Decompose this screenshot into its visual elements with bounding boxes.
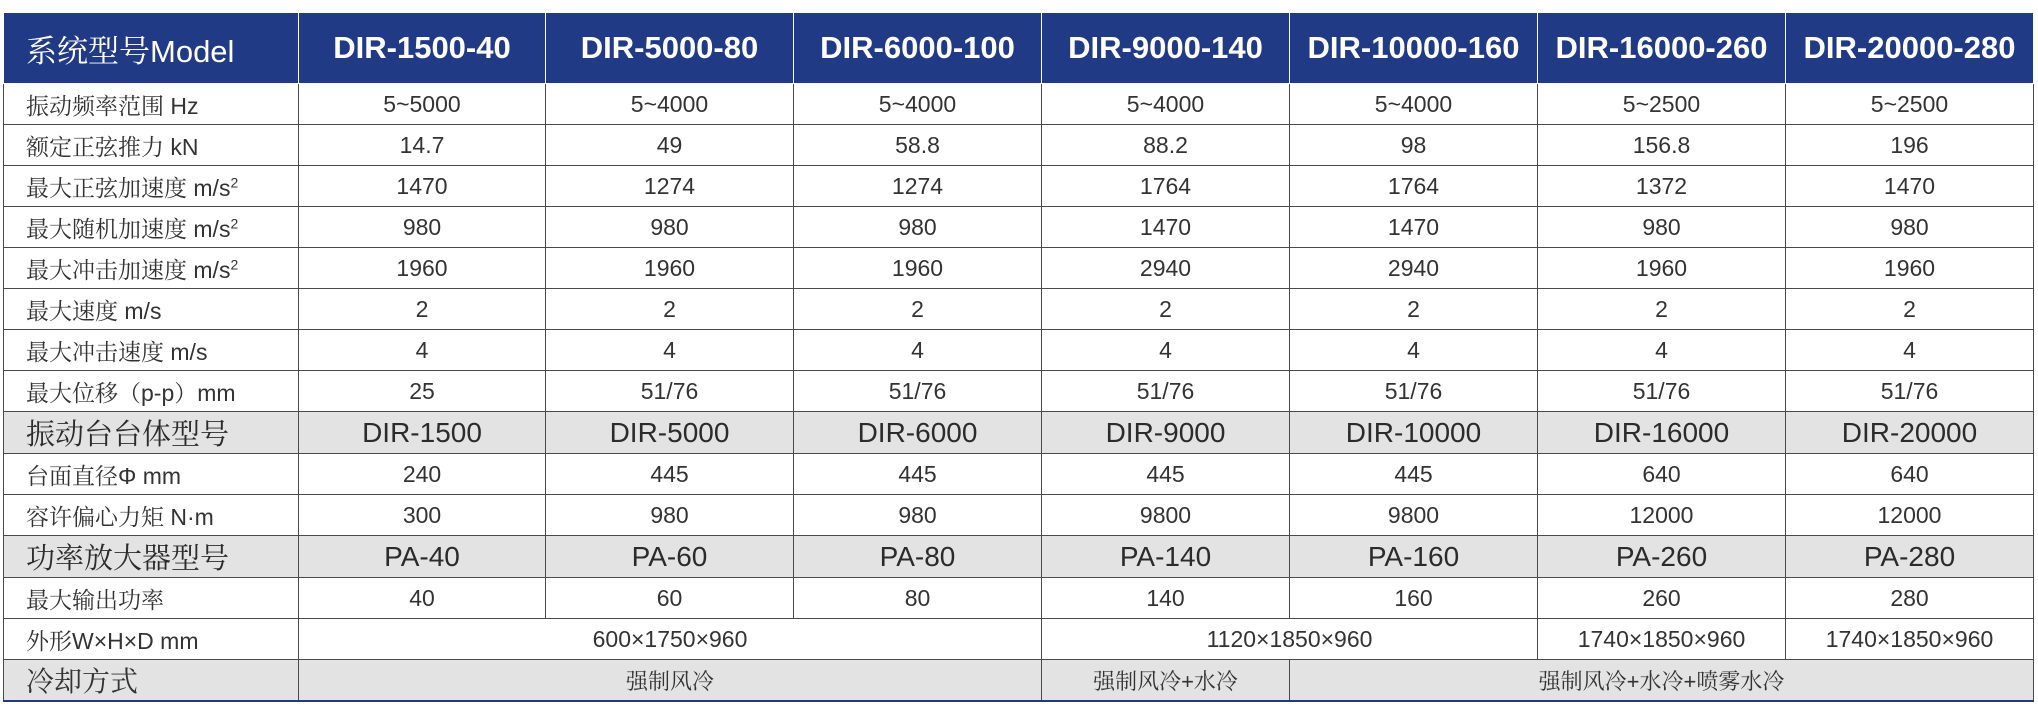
row-shaker-model xyxy=(4,412,2034,454)
row-label xyxy=(4,207,299,248)
cell: PA-60 xyxy=(546,536,794,578)
model-header: DIR-10000-160 xyxy=(1290,13,1538,84)
cell: 5~4000 xyxy=(1290,84,1538,125)
cell: 1470 xyxy=(299,166,546,207)
cell: DIR-20000 xyxy=(1786,412,2034,454)
row-label: 最大位移（p-p）mm xyxy=(4,371,299,412)
cell: 80 xyxy=(794,578,1042,619)
cell: 1470 xyxy=(1290,207,1538,248)
row-label-text: 最大正弦加速度 m/s xyxy=(26,174,231,201)
cell: 1740×1850×960 xyxy=(1538,619,1786,660)
superscript: 2 xyxy=(230,255,239,272)
cell: 640 xyxy=(1786,454,2034,495)
superscript: 2 xyxy=(230,173,239,190)
cell: 280 xyxy=(1786,578,2034,619)
cell: PA-160 xyxy=(1290,536,1538,578)
cell: DIR-10000 xyxy=(1290,412,1538,454)
cell: 1764 xyxy=(1290,166,1538,207)
row-rated-force xyxy=(4,125,2034,166)
cell: 980 xyxy=(794,495,1042,536)
cell: 25 xyxy=(299,371,546,412)
cell: 1764 xyxy=(1042,166,1290,207)
row-max-output-power xyxy=(4,578,2034,619)
cell: 445 xyxy=(794,454,1042,495)
cell: 58.8 xyxy=(794,125,1042,166)
cell: DIR-1500 xyxy=(299,412,546,454)
cell: 1960 xyxy=(1786,248,2034,289)
model-header: DIR-6000-100 xyxy=(794,13,1042,84)
cell: 980 xyxy=(1538,207,1786,248)
cell: 40 xyxy=(299,578,546,619)
cell: 1740×1850×960 xyxy=(1786,619,2034,660)
cell: 4 xyxy=(1786,330,2034,371)
cell: 51/76 xyxy=(1290,371,1538,412)
cell: 445 xyxy=(546,454,794,495)
cell: 300 xyxy=(299,495,546,536)
cell: 1960 xyxy=(299,248,546,289)
row-label xyxy=(4,248,299,289)
cell: 1372 xyxy=(1538,166,1786,207)
row-amplifier-model xyxy=(4,536,2034,578)
cell: 强制风冷+水冷+喷雾水冷 xyxy=(1290,660,2034,702)
cell: 5~4000 xyxy=(546,84,794,125)
cell: 51/76 xyxy=(794,371,1042,412)
row-label: 冷却方式 xyxy=(4,660,299,702)
row-label: 功率放大器型号 xyxy=(4,536,299,578)
row-table-diameter xyxy=(4,454,2034,495)
cell: 1960 xyxy=(546,248,794,289)
cell: 2940 xyxy=(1290,248,1538,289)
spec-table xyxy=(3,13,2034,702)
cell: DIR-6000 xyxy=(794,412,1042,454)
cell: 49 xyxy=(546,125,794,166)
cell: PA-140 xyxy=(1042,536,1290,578)
row-label: 最大输出功率 xyxy=(4,578,299,619)
cell: PA-260 xyxy=(1538,536,1786,578)
row-label: 振动频率范围 Hz xyxy=(4,84,299,125)
row-shock-acceleration xyxy=(4,248,2034,289)
row-frequency-range xyxy=(4,84,2034,125)
cell: 2940 xyxy=(1042,248,1290,289)
cell: 5~2500 xyxy=(1786,84,2034,125)
cell: 980 xyxy=(794,207,1042,248)
row-label-text: 最大冲击加速度 m/s xyxy=(26,256,231,283)
row-label: 外形W×H×D mm xyxy=(4,619,299,660)
cell: 140 xyxy=(1042,578,1290,619)
cell: 5~5000 xyxy=(299,84,546,125)
cell: 4 xyxy=(1290,330,1538,371)
superscript: 2 xyxy=(230,214,239,231)
header-row xyxy=(4,13,2034,84)
cell: 1960 xyxy=(794,248,1042,289)
cell: 5~2500 xyxy=(1538,84,1786,125)
cell: 2 xyxy=(299,289,546,330)
cell: 600×1750×960 xyxy=(299,619,1042,660)
cell: 445 xyxy=(1290,454,1538,495)
row-label: 额定正弦推力 kN xyxy=(4,125,299,166)
model-header: DIR-20000-280 xyxy=(1786,13,2034,84)
row-label xyxy=(4,166,299,207)
cell: 2 xyxy=(546,289,794,330)
row-cooling-method xyxy=(4,660,2034,702)
row-label: 最大速度 m/s xyxy=(4,289,299,330)
row-label: 台面直径Φ mm xyxy=(4,454,299,495)
cell: 156.8 xyxy=(1538,125,1786,166)
cell: DIR-16000 xyxy=(1538,412,1786,454)
cell: 980 xyxy=(1786,207,2034,248)
cell: 9800 xyxy=(1042,495,1290,536)
model-label: 系统型号Model xyxy=(4,13,299,84)
cell: 88.2 xyxy=(1042,125,1290,166)
cell: 980 xyxy=(546,207,794,248)
cell: 2 xyxy=(1538,289,1786,330)
cell: 4 xyxy=(1538,330,1786,371)
cell: 4 xyxy=(546,330,794,371)
cell: 4 xyxy=(1042,330,1290,371)
cell: 1960 xyxy=(1538,248,1786,289)
row-dimensions xyxy=(4,619,2034,660)
cell: 60 xyxy=(546,578,794,619)
cell: 强制风冷+水冷 xyxy=(1042,660,1290,702)
cell: PA-80 xyxy=(794,536,1042,578)
cell: 14.7 xyxy=(299,125,546,166)
cell: 51/76 xyxy=(1538,371,1786,412)
row-label: 振动台台体型号 xyxy=(4,412,299,454)
cell: 5~4000 xyxy=(1042,84,1290,125)
cell: 5~4000 xyxy=(794,84,1042,125)
cell: 2 xyxy=(1042,289,1290,330)
cell: DIR-9000 xyxy=(1042,412,1290,454)
model-header: DIR-16000-260 xyxy=(1538,13,1786,84)
cell: 51/76 xyxy=(1786,371,2034,412)
row-shock-velocity xyxy=(4,330,2034,371)
cell: 1274 xyxy=(546,166,794,207)
model-header: DIR-5000-80 xyxy=(546,13,794,84)
cell: 2 xyxy=(1786,289,2034,330)
cell: PA-280 xyxy=(1786,536,2034,578)
model-header: DIR-1500-40 xyxy=(299,13,546,84)
cell: 4 xyxy=(794,330,1042,371)
cell: 12000 xyxy=(1538,495,1786,536)
row-label: 容许偏心力矩 N·m xyxy=(4,495,299,536)
cell: 98 xyxy=(1290,125,1538,166)
cell: 980 xyxy=(299,207,546,248)
cell: 260 xyxy=(1538,578,1786,619)
model-header: DIR-9000-140 xyxy=(1042,13,1290,84)
cell: 51/76 xyxy=(1042,371,1290,412)
cell: 1470 xyxy=(1786,166,2034,207)
row-label-text: 最大随机加速度 m/s xyxy=(26,215,231,242)
row-max-displacement xyxy=(4,371,2034,412)
row-eccentric-moment xyxy=(4,495,2034,536)
cell: 9800 xyxy=(1290,495,1538,536)
cell: DIR-5000 xyxy=(546,412,794,454)
cell: 240 xyxy=(299,454,546,495)
row-sine-acceleration xyxy=(4,166,2034,207)
cell: 2 xyxy=(794,289,1042,330)
row-random-acceleration xyxy=(4,207,2034,248)
cell: 强制风冷 xyxy=(299,660,1042,702)
cell: 1470 xyxy=(1042,207,1290,248)
row-label: 最大冲击速度 m/s xyxy=(4,330,299,371)
cell: 980 xyxy=(546,495,794,536)
cell: 51/76 xyxy=(546,371,794,412)
cell: 1274 xyxy=(794,166,1042,207)
cell: 640 xyxy=(1538,454,1786,495)
cell: 1120×1850×960 xyxy=(1042,619,1538,660)
cell: 196 xyxy=(1786,125,2034,166)
row-max-velocity xyxy=(4,289,2034,330)
cell: PA-40 xyxy=(299,536,546,578)
cell: 160 xyxy=(1290,578,1538,619)
cell: 2 xyxy=(1290,289,1538,330)
cell: 4 xyxy=(299,330,546,371)
cell: 445 xyxy=(1042,454,1290,495)
cell: 12000 xyxy=(1786,495,2034,536)
spec-table-container xyxy=(0,13,2038,702)
